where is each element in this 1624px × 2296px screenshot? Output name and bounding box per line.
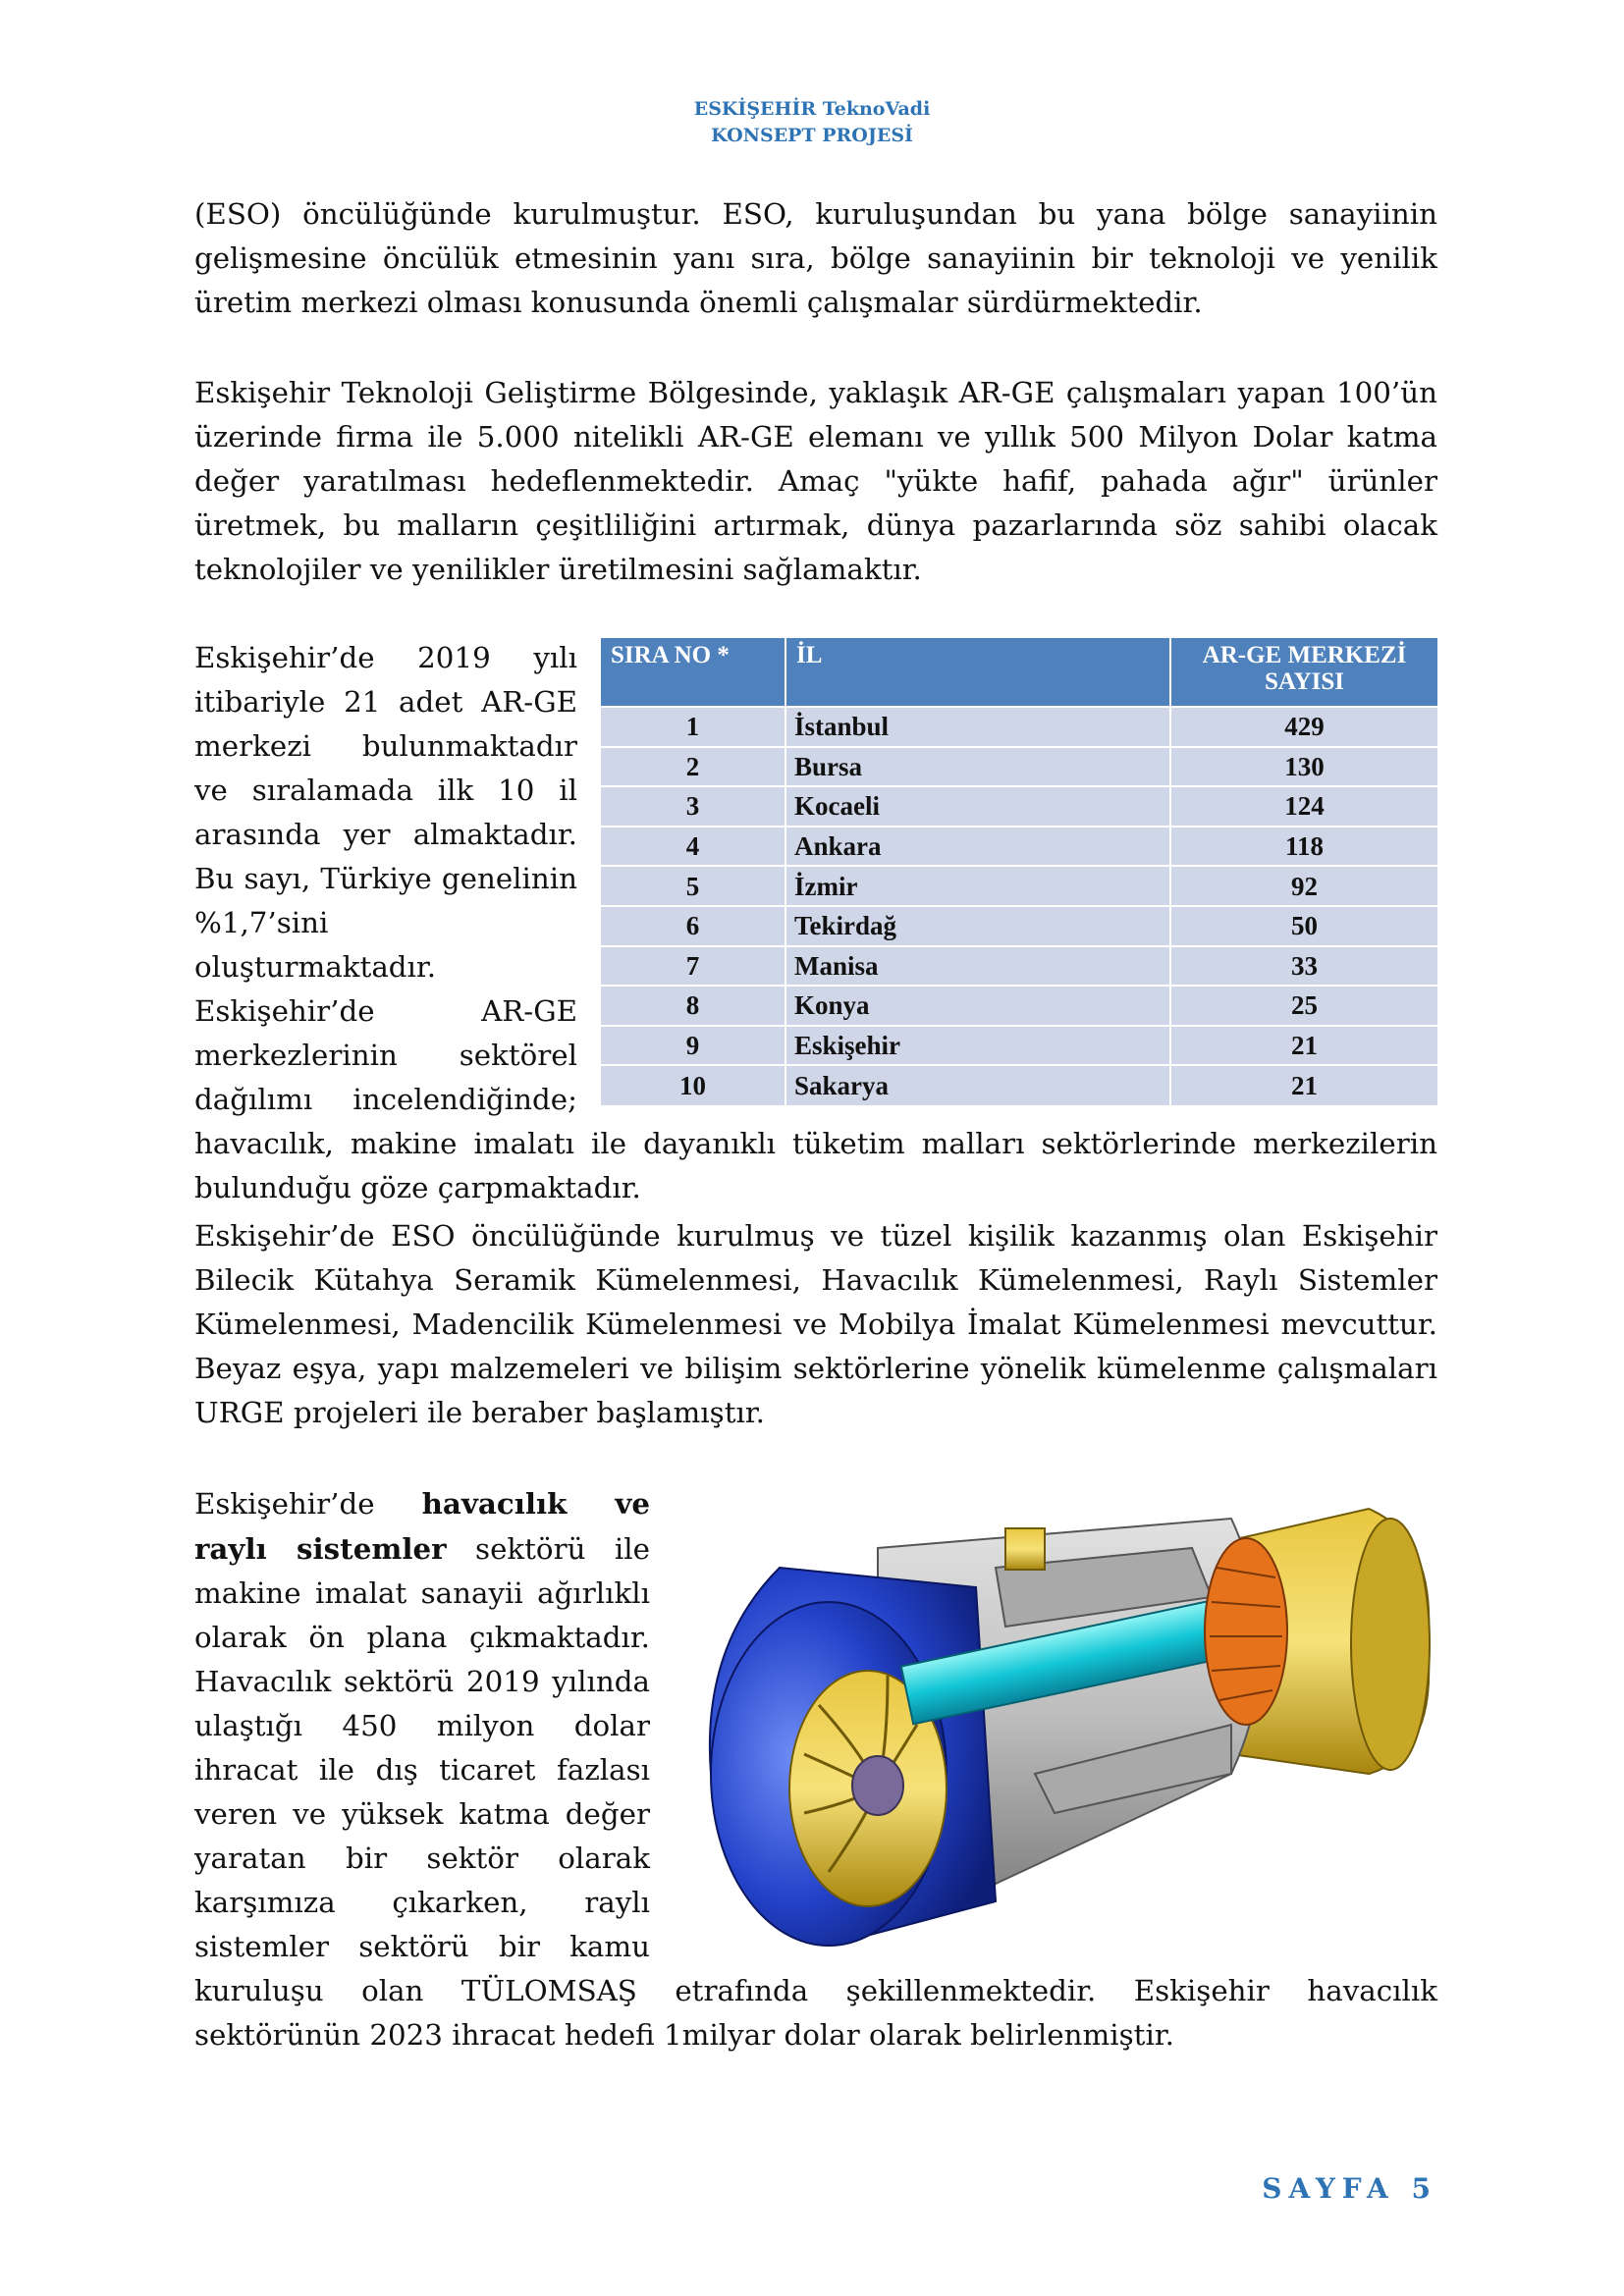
paragraph-arge-merkezleri-text: Eskişehir’de 2019 yılı itibariyle 21 adet AR-GE merkezi bulunmaktadır ve sıralamada ilk 10 il arasında yer almaktadır. Bu sayı, Türkiye genelinin %1,7’sini oluşturmaktadır. Eskişehir’de AR-GE merkezlerinin sektörel dağılımı incelendiğinde; havacılık, makine imalatı ile dayanıklı tüketim malları sektörlerinde merkezilerin bulunduğu göze çarpmaktadır. [194, 641, 1437, 1204]
table-row [601, 707, 1437, 747]
table-cell-il: Bursa [785, 747, 1170, 787]
table-row [601, 1026, 1437, 1066]
page-number: SAYFA 5 [1262, 2172, 1437, 2205]
table-cell-arge-sayisi: 118 [1170, 827, 1437, 867]
table-row [601, 786, 1437, 827]
table-cell-sira-no: 2 [601, 747, 785, 787]
table-cell-il: İzmir [785, 866, 1170, 906]
table-cell-arge-sayisi: 33 [1170, 946, 1437, 987]
table-row [601, 906, 1437, 946]
table-header-arge-sayisi: AR-GE MERKEZİ SAYISI [1170, 638, 1437, 707]
table-cell-sira-no: 6 [601, 906, 785, 946]
table-row [601, 747, 1437, 787]
table-cell-sira-no: 8 [601, 986, 785, 1026]
paragraph-havacilik [194, 1481, 1437, 2057]
paragraph-arge-merkezleri [194, 636, 1437, 1210]
table-cell-il: Manisa [785, 946, 1170, 987]
paragraph-havacilik-lead: Eskişehir’de [194, 1487, 422, 1521]
table-cell-sira-no: 9 [601, 1026, 785, 1066]
paragraph-kumelenme-text: Eskişehir’de ESO öncülüğünde kurulmuş ve tüzel kişilik kazanmış olan Eskişehir Bilecik Kütahya Seramik Kümelenmesi, Havacılık Kümelenmesi, Raylı Sistemler Kümelenmesi, Madencilik Kümelenmesi ve Mobilya İmalat Kümelenmesi mevcuttur. Beyaz eşya, yapı malzemeleri ve bilişim sektörlerine yönelik kümelenme çalışmaları URGE projeleri ile beraber başlamıştır. [194, 1219, 1437, 1429]
table-cell-il: İstanbul [785, 707, 1170, 747]
table-cell-il: Tekirdağ [785, 906, 1170, 946]
table-cell-il: Ankara [785, 827, 1170, 867]
table-header-sira-no: SIRA NO * [601, 638, 785, 707]
jet-engine-cutaway-icon [681, 1479, 1437, 1960]
table-cell-arge-sayisi: 21 [1170, 1026, 1437, 1066]
paragraph-eso-text: (ESO) öncülüğünde kurulmuştur. ESO, kuruluşundan bu yana bölge sanayiinin gelişmesine öncülük etmesinin yanı sıra, bölge sanayiinin bir teknoloji ve yenilik üretim merkezi olması konusunda önemli çalışmalar sürdürmektedir. [194, 197, 1437, 319]
table-cell-arge-sayisi: 21 [1170, 1065, 1437, 1105]
table-header-il: İL [785, 638, 1170, 707]
paragraph-teknoloji-bolgesi [194, 371, 1437, 592]
table-cell-il: Eskişehir [785, 1026, 1170, 1066]
table-cell-arge-sayisi: 130 [1170, 747, 1437, 787]
paragraph-teknoloji-bolgesi-text: Eskişehir Teknoloji Geliştirme Bölgesinde, yaklaşık AR-GE çalışmaları yapan 100’ün üzerinde firma ile 5.000 nitelikli AR-GE elemanı ve yıllık 500 Milyon Dolar katma değer yaratılması hedeflenmektedir. Amaç "yükte hafif, pahada ağır" ürünler üretmek, bu malların çeşitliliğini artırmak, dünya pazarlarında söz sahibi olacak teknolojiler ve yenilikler üretilmesini sağlamaktır. [194, 376, 1437, 586]
table-cell-arge-sayisi: 50 [1170, 906, 1437, 946]
table-cell-sira-no: 4 [601, 827, 785, 867]
table-row [601, 866, 1437, 906]
table-row [601, 827, 1437, 867]
paragraph-havacilik-rest: sektörü ile makine imalat sanayii ağırlıklı olarak ön plana çıkmaktadır. Havacılık sektörü 2019 yılında ulaştığı 450 milyon dolar ihracat ile dış ticaret fazlası veren ve yüksek katma değer yaratan bir sektör olarak karşımıza çıkarken, raylı sistemler sektörü bir kamu kuruluşu olan TÜLOMSAŞ etrafında şekillenmektedir. Eskişehir havacılık sektörünün 2023 ihracat hedefi 1milyar dolar olarak belirlenmiştir. [194, 1532, 1437, 2052]
page-header [0, 96, 1624, 149]
table-cell-sira-no: 10 [601, 1065, 785, 1105]
jet-engine-figure [681, 1479, 1437, 1960]
paragraph-eso [194, 192, 1437, 325]
table-cell-sira-no: 3 [601, 786, 785, 827]
table-cell-arge-sayisi: 92 [1170, 866, 1437, 906]
paragraph-kumelenme [194, 1214, 1437, 1435]
table-cell-arge-sayisi: 124 [1170, 786, 1437, 827]
table-cell-arge-sayisi: 429 [1170, 707, 1437, 747]
table-row [601, 1065, 1437, 1105]
table-cell-il: Sakarya [785, 1065, 1170, 1105]
table-header-row [601, 638, 1437, 707]
table-cell-arge-sayisi: 25 [1170, 986, 1437, 1026]
table-cell-sira-no: 7 [601, 946, 785, 987]
table-cell-sira-no: 5 [601, 866, 785, 906]
paragraph-havacilik-bold: havacılık ve raylı sistemler [194, 1486, 650, 1566]
table-cell-il: Konya [785, 986, 1170, 1026]
header-line-2: KONSEPT PROJESİ [711, 125, 913, 146]
header-line-1: ESKİŞEHİR TeknoVadi [693, 98, 931, 120]
table-cell-sira-no: 1 [601, 707, 785, 747]
table-cell-il: Kocaeli [785, 786, 1170, 827]
table-row [601, 946, 1437, 987]
arge-merkezi-table [601, 638, 1437, 1105]
table-row [601, 986, 1437, 1026]
